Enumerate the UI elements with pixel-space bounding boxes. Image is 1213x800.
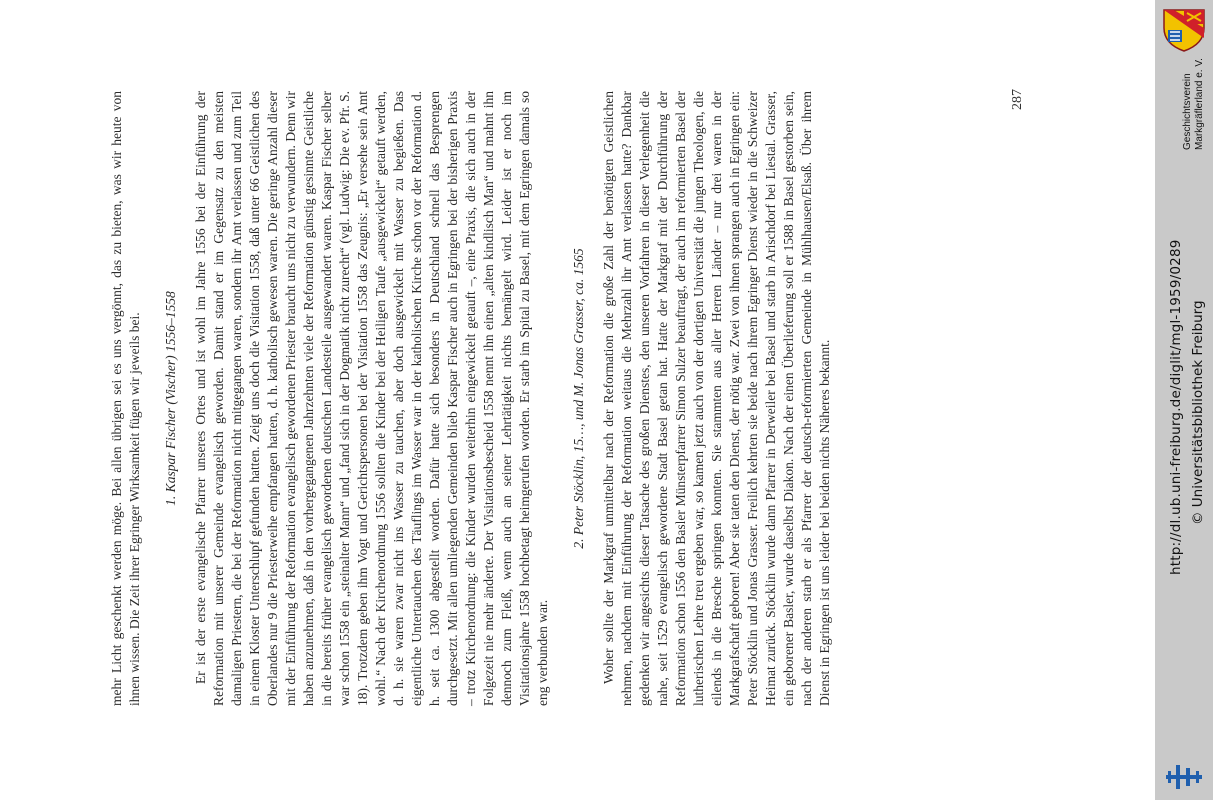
society-name-line2: Markgräflerland e. V. xyxy=(1194,58,1205,150)
copyright-notice: © Universitätsbibliothek Freiburg xyxy=(1190,300,1206,525)
society-name-line1: Geschichtsverein xyxy=(1182,73,1193,150)
paragraph-kaspar-fischer: Er ist der erste evangelische Pfarrer unseres Ortes und ist wohl im Jahre 1556 bei der Einführung der Reformation mit unserer Gemeinde evangelisch geworden. Damit stand er im Gegensatz zu den meisten damaligen Priestern, die bei der Reformation nicht mitgegangen waren, sondern ihr Amt verlassen und zum Teil in einem Kloster Unterschlupf gefunden hatten. Zeigt uns doch die Visitation 1558, daß unter 66 Geistlichen des Oberlandes nur 9 die Priesterweihe empfangen hatten, d. h. katholisch gewesen waren. Die geringe Anzahl dieser mit der Einführung der Reformation evangelisch gewordenen Priester braucht uns nicht zu verwundern. Denn wir haben anzunehmen, daß in den vorhergegangenen Jahrzehnten viele der Reformation günstig gesinnte Geistliche in die bereits früher evangelisch gewordenen deutschen Landesteile ausgewandert waren. Kaspar Fischer selber war schon 1558 ein „steinalter Mann“ und „fand sich in der Dogmatik nicht zurecht“ (vgl. Ludwig: Die ev. Pfr. S. 18). Trotzdem geben ihm Vogt und Gerichtspersonen bei der Visitation 1558 das Zeugnis: „Er versehe sein Amt wohl.“ Nach der Kirchenordnung 1556 sollten die Kinder bei der Heiligen Taufe „ausgewickelt“ getauft werden, d. h. sie waren zwar nicht ins Wasser zu tauchen, aber doch ausgewickelt mit Wasser zu begießen. Das eigentliche Untertauchen des Täuflings im Wasser war in der katholischen Kirche schon vor der Reformation d. h. seit ca. 1300 abgestellt worden. Dafür hatte sich besonders in Deutschland schnell das Besprengen durchgesetzt. Mit allen umliegenden Gemeinden blieb Kaspar Fischer auch in Egringen bei der bisherigen Praxis – trotz Kirchenordnung: die Kinder wurden weiterhin eingewickelt getauft –, eine Praxis, die sich auch in der Folgezeit nie mehr änderte. Der Visitationsbescheid 1558 nennt ihn einen „alten kindlisch Man“ und mahnt ihn dennoch zum Fleiß, wenn auch an seiner Lehrtätigkeit nichts bemängelt wird. Leider ist er noch im Visitationsjahre 1558 hochbetagt heimgerufen worden. Er starb im Spital zu Basel, mit dem Egringen damals so eng verbunden war. xyxy=(193,91,550,706)
section-heading-1: 1. Kaspar Fischer (Vischer) 1556–1558 xyxy=(163,291,178,506)
intro-paragraph: mehr Licht geschenkt werden möge. Bei allen übrigen sei es uns vergönnt, das zu bieten, was wir heute von ihnen wissen. Die Zeit ihrer Egringer Wirksamkeit fügen wir jeweils bei. xyxy=(109,91,142,706)
page-text-block xyxy=(108,91,834,706)
section-heading-2: 2. Peter Stöcklin, 15…, und M. Jonas Grasser, ca. 1565 xyxy=(571,248,586,549)
markgraeflerland-crest-icon xyxy=(1160,8,1208,52)
source-url-link[interactable]: http://dl.ub.uni-freiburg.de/diglit/mgl-1959/0289 xyxy=(1168,239,1184,575)
page-number: 287 xyxy=(1010,89,1025,110)
paragraph-stoecklin-grasser: Woher sollte der Markgraf unmittelbar nach der Reformation die große Zahl der benötigten Geistlichen nehmen, nachdem mit Einführung der Reformation weitaus die Mehrzahl ihr Amt verlassen hatte? Dankbar gedenken wir angesichts dieser Tatsache des großen Dienstes, den unseren Vorfahren in dieser Verlegenheit die nahe, seit 1529 evangelisch gewordene Stadt Basel getan hat. Hatte der Markgraf mit der Durchführung der Reformation schon 1556 den Basler Münsterpfarrer Simon Sulzer beauftragt, der auch im reformierten Basel der lutherischen Lehre treu ergeben war, so kamen jetzt auch von der dortigen Universität die jungen Theologen, die eilends in die Bresche springen konnten. Sie stammten aus aller Herren Länder – nur drei waren in der Markgrafschaft geboren! Aber sie taten den Dienst, der nötig war. Zwei von ihnen sprangen auch in Egringen ein: Peter Stöcklin und Jonas Grasser. Freilich kehrten sie beide nach ihrem Egringer Dienst wieder in die Schweizer Heimat zurück. Stöcklin wurde dann Pfarrer in Derweiler bei Basel und starb in Arischdorf bei Liestal. Grasser, ein geborener Basler, wurde daselbst Diakon. Nach der einen Überlieferung soll er 1588 in Basel gestorben sein, nach der anderen starb er als Pfarrer der deutsch-reformierten Gemeinde in Mühlhausen/Elsaß. Über ihrem Dienst in Egringen ist uns leider bei beiden nichts Näheres bekannt. xyxy=(601,91,832,706)
ub-freiburg-logo-icon xyxy=(1160,762,1208,792)
